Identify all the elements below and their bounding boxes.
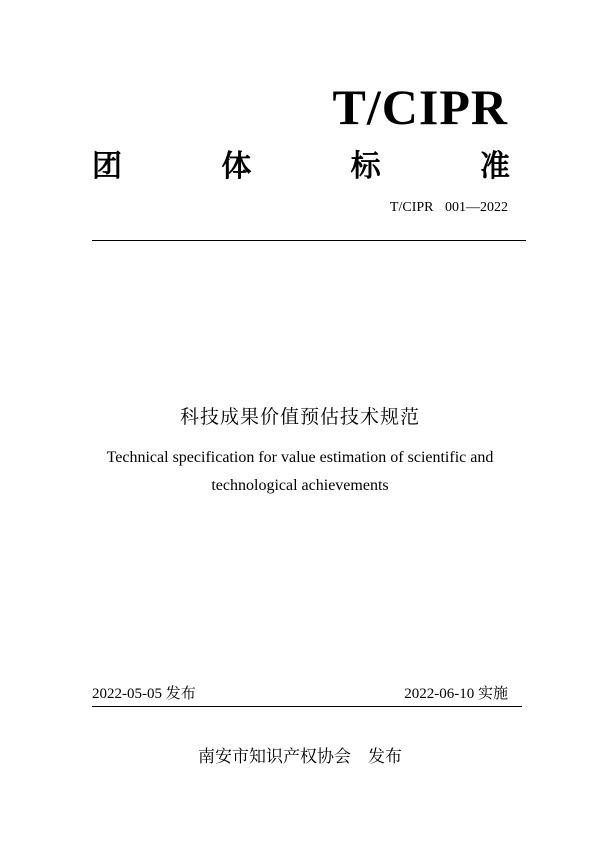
standard-type-char: 标 <box>350 149 381 184</box>
title-en-line: Technical specification for value estimation of scientific and <box>106 449 494 466</box>
standard-type-char: 准 <box>479 149 510 184</box>
standard-type-char: 体 <box>221 149 252 184</box>
standard-number: T/CIPR 001—2022 <box>389 200 508 215</box>
publisher: 南安市知识产权协会 发布 <box>198 747 402 767</box>
document-title-cn: 科技成果价值预估技术规范 <box>179 406 420 428</box>
publish-date: 2022-05-05 发布 <box>92 686 196 702</box>
document-title-en <box>80 444 520 500</box>
footer-divider <box>92 706 522 707</box>
standard-code: T/CIPR <box>332 79 508 135</box>
implement-date: 2022-06-10 实施 <box>404 686 508 702</box>
title-en-line: technological achievements <box>211 477 389 494</box>
header-divider <box>92 240 526 241</box>
standard-type <box>92 149 510 184</box>
standard-type-char: 团 <box>92 149 122 184</box>
